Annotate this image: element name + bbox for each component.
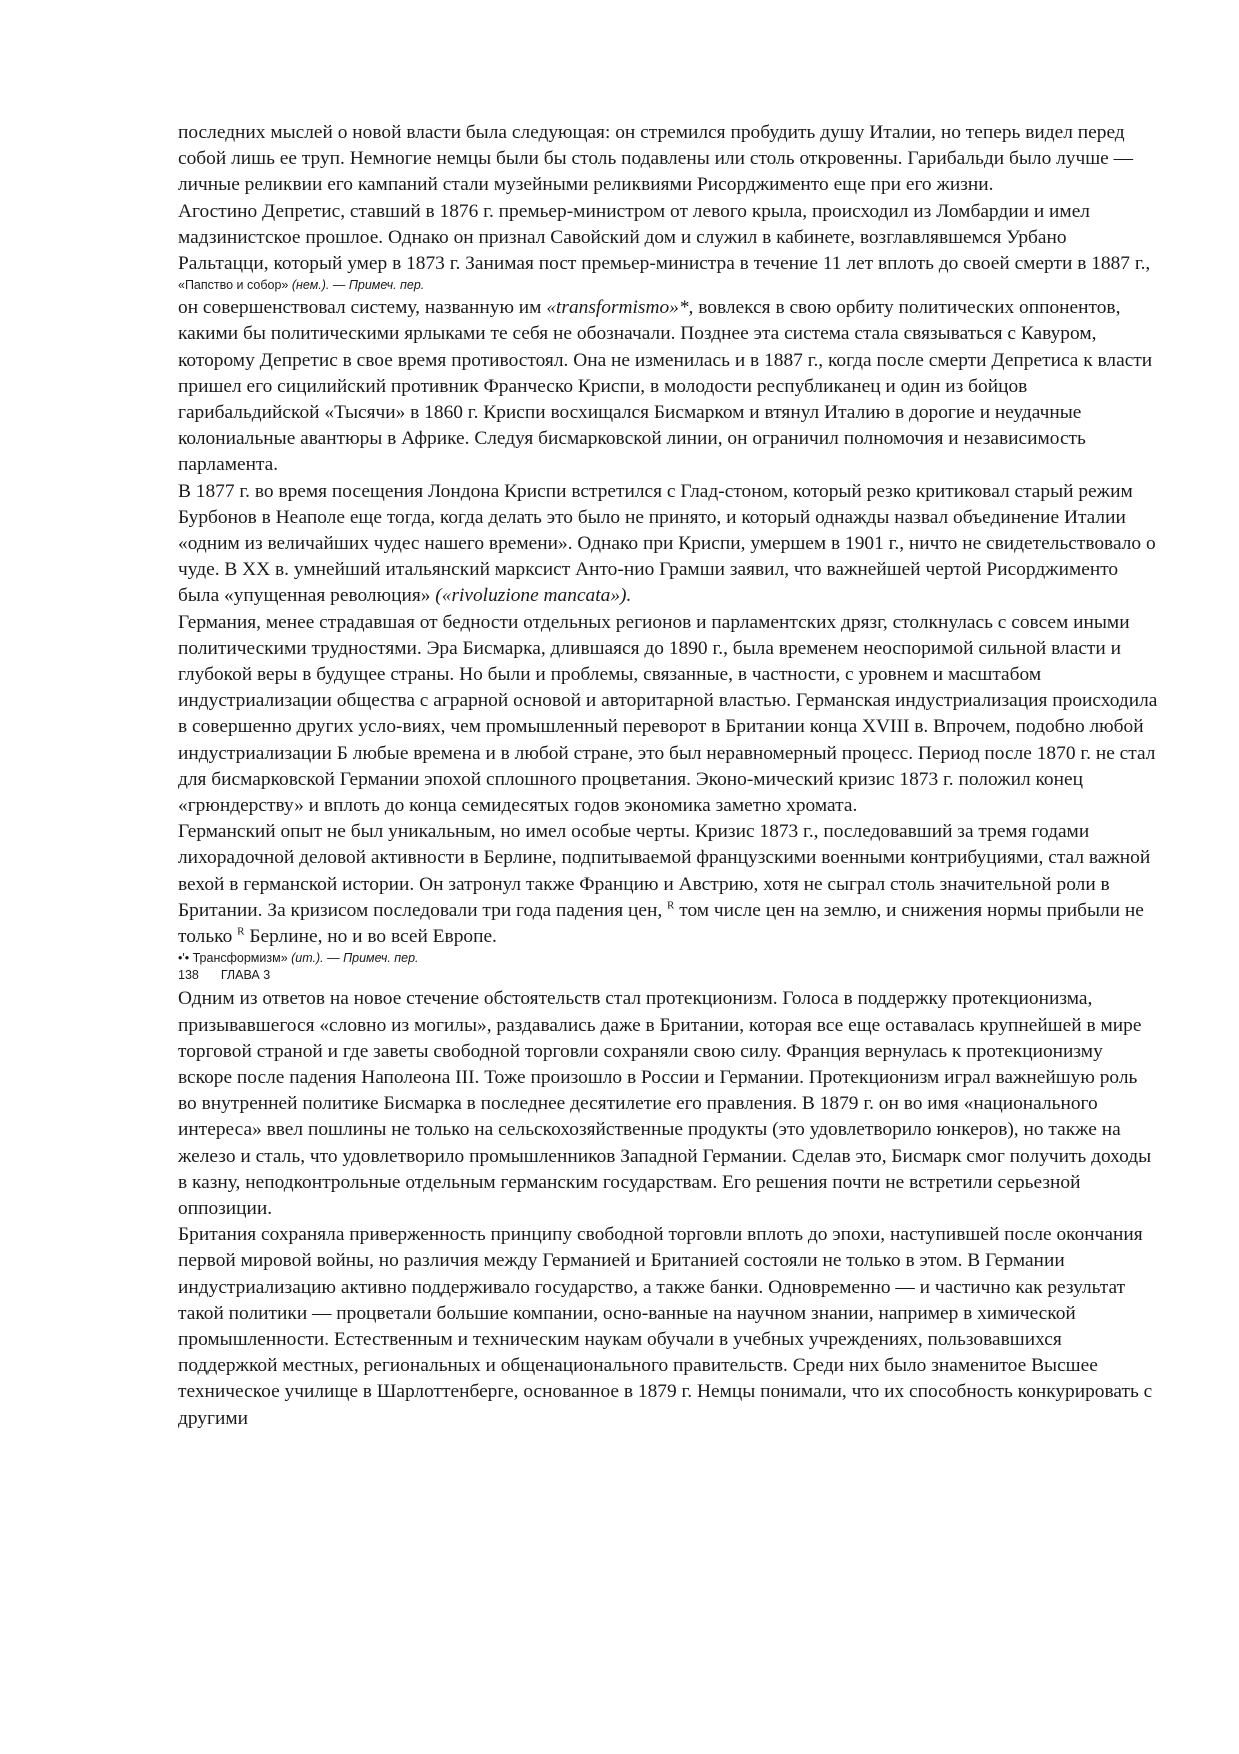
- page-footer: [178, 968, 1158, 983]
- footnote-1-italic: (нем.). — Примеч. пер.: [288, 278, 425, 293]
- paragraph-2: Агостино Депретис, ставший в 1876 г. премьер-министром от левого крыла, происходил из Ломбардии и имел мадзинистское прошлое. Однако он признал Савойский дом и служил в кабинете, возглавлявшемся Урбано Ральтацци, который умер в 1873 г. Занимая пост премьер-министра в течение 11 лет вплоть до своей смерти в 1887 г.,: [178, 200, 1151, 275]
- paragraph-3-term: «transformismo»*,: [546, 297, 694, 319]
- chapter-label: ГЛАВА 3: [220, 968, 271, 983]
- paragraph-6-sup-2: R: [237, 925, 245, 938]
- paragraph-3-rest: вовлекся в свою орбиту политических оппонентов, какими бы политическими ярлыками те себя не обозначали. Позднее эта система стала связываться с Кавуром, которому Депретис в свое время противостоял. Она не изменилась и в 1887 г., когда после смерти Депретиса к власти пришел его сицилийский противник Франческо Криспи, в молодости республиканец и один из бойцов гарибальдийской «Тысячи» в 1860 г. Криспи восхищался Бисмарком и втянул Италию в дорогие и неудачные колониальные авантюры в Африке. Следуя бисмарковской линии, он ограничил полномочия и независимость парламента.: [178, 297, 1153, 476]
- paragraph-4: [178, 479, 1158, 610]
- footnote-2-italic: (ит.). — Примеч. пер.: [287, 951, 419, 966]
- footnote-1-text: «Папство и собор»: [178, 278, 289, 293]
- paragraph-3: [178, 295, 1158, 478]
- paragraph-1: последних мыслей о новой власти была следующая: он стремился пробудить душу Италии, но теперь видел перед собой лишь ее труп. Немногие немцы были бы столь подавлены или столь откровенны. Гарибальди было лучше — личные реликвии его кампаний стали музейными реликвиями Рисорджименто еще при его жизни.: [178, 122, 1134, 196]
- footnote-2-text: •'• Трансформизм»: [178, 951, 288, 966]
- paragraph-3-start: он совершенствовал систему, названную им: [178, 297, 547, 319]
- page-number: 138: [178, 968, 199, 983]
- paragraph-4-start: В 1877 г. во время посещения Лондона Криспи встретился с Глад-стоном, который резко критиковал старый режим Бурбонов в Неаполе еще тогда, когда делать это было не принято, и который однажды назвал объединение Италии «одним из величайших чудес нашего времени». Однако при Криспи, умершем в 1901 г., ничто не свидетельствовало о чуде. В XX в. умнейший итальянский марксист Анто-нио Грамши заявил, что важнейшей чертой Рисорджименто была «упущенная революция»: [178, 480, 1156, 607]
- footnote-1: [178, 278, 1158, 293]
- paragraph-6-sup-1: R: [667, 899, 675, 912]
- paragraph-6-a: Германский опыт не был уникальным, но имел особые черты. Кризис 1873 г., последовавший за тремя годами лихорадочной деловой активности в Берлине, подпитываемой французскими военными контрибуциями, стал важной вехой в германской истории. Он затронул также Францию и Австрию, хотя не сыграл столь значительной роли в Британии. За кризисом последовали три года падения цен,: [178, 821, 1151, 921]
- paragraph-6: [178, 819, 1158, 950]
- paragraph-6-c: Берлине, но и во всей Европе.: [244, 926, 497, 948]
- paragraph-5: Германия, менее страдавшая от бедности отдельных регионов и парламентских дрязг, столкнулась с совсем иными политическими трудностями. Эра Бисмарка, длившаяся до 1890 г., была временем неоспоримой сильной власти и глубокой веры в будущее страны. Но были и проблемы, связанные, в частности, с уровнем и масштабом индустриализации общества с аграрной основой и авторитарной властью. Германская индустриализация происходила в совершенно других усло-виях, чем промышленный переворот в Британии конца XVIII в. Впрочем, подобно любой индустриализации Б любые времена и в любой стране, это был неравномерный процесс. Период после 1870 г. не стал для бисмарковской Германии эпохой сплошного процветания. Эконо-мический кризис 1873 г. положил конец «грюндерству» и вплоть до конца семидесятых годов экономика заметно хромата.: [178, 611, 1158, 817]
- paragraph-7: Одним из ответов на новое стечение обстоятельств стал протекционизм. Голоса в поддержку протекционизма, призывавшегося «словно из могилы», раздавались даже в Британии, которая все еще оставалась крупнейшей в мире торговой страной и где заветы свободной торговли сохраняли свою силу. Франция вернулась к протекционизму вскоре после падения Наполеона III. Тоже произошло в России и Германии. Протекционизм играл важнейшую роль во внутренней политике Бисмарка в последнее десятилетие его правления. В 1879 г. он во имя «национального интереса» ввел пошлины не только на сельскохозяйственные продукты (это удовлетворило юнкеров), но также на железо и сталь, что удовлетворило промышленников Западной Германии. Сделав это, Бисмарк смог получить доходы в казну, неподконтрольные отдельным германским государствам. Его решения почти не встретили серьезной оппозиции.: [178, 988, 1152, 1219]
- paragraph-6-b: том числе цен на землю, и снижения нормы прибыли не только: [178, 899, 1144, 948]
- text-body: [178, 120, 1158, 1432]
- paragraph-8: Британия сохраняла приверженность принципу свободной торговли вплоть до эпохи, наступившей после окончания первой мировой войны, но различия между Германией и Британией состояли не только в этом. В Германии индустриализацию активно поддерживало государство, а также банки. Одновременно — и частично как результат такой политики — процветали большие компании, осно-ванные на научном знании, например в химической промышленности. Естественным и техническим наукам обучали в учебных учреждениях, пользовавшихся поддержкой местных, региональных и общенационального правительств. Среди них было знаменитое Высшее техническое училище в Шарлоттенберге, основанное в 1879 г. Немцы понимали, что их способность конкурировать с другими: [178, 1224, 1153, 1429]
- paragraph-4-term: («rivoluzione mancata»).: [435, 585, 632, 607]
- footnote-2: [178, 951, 1158, 966]
